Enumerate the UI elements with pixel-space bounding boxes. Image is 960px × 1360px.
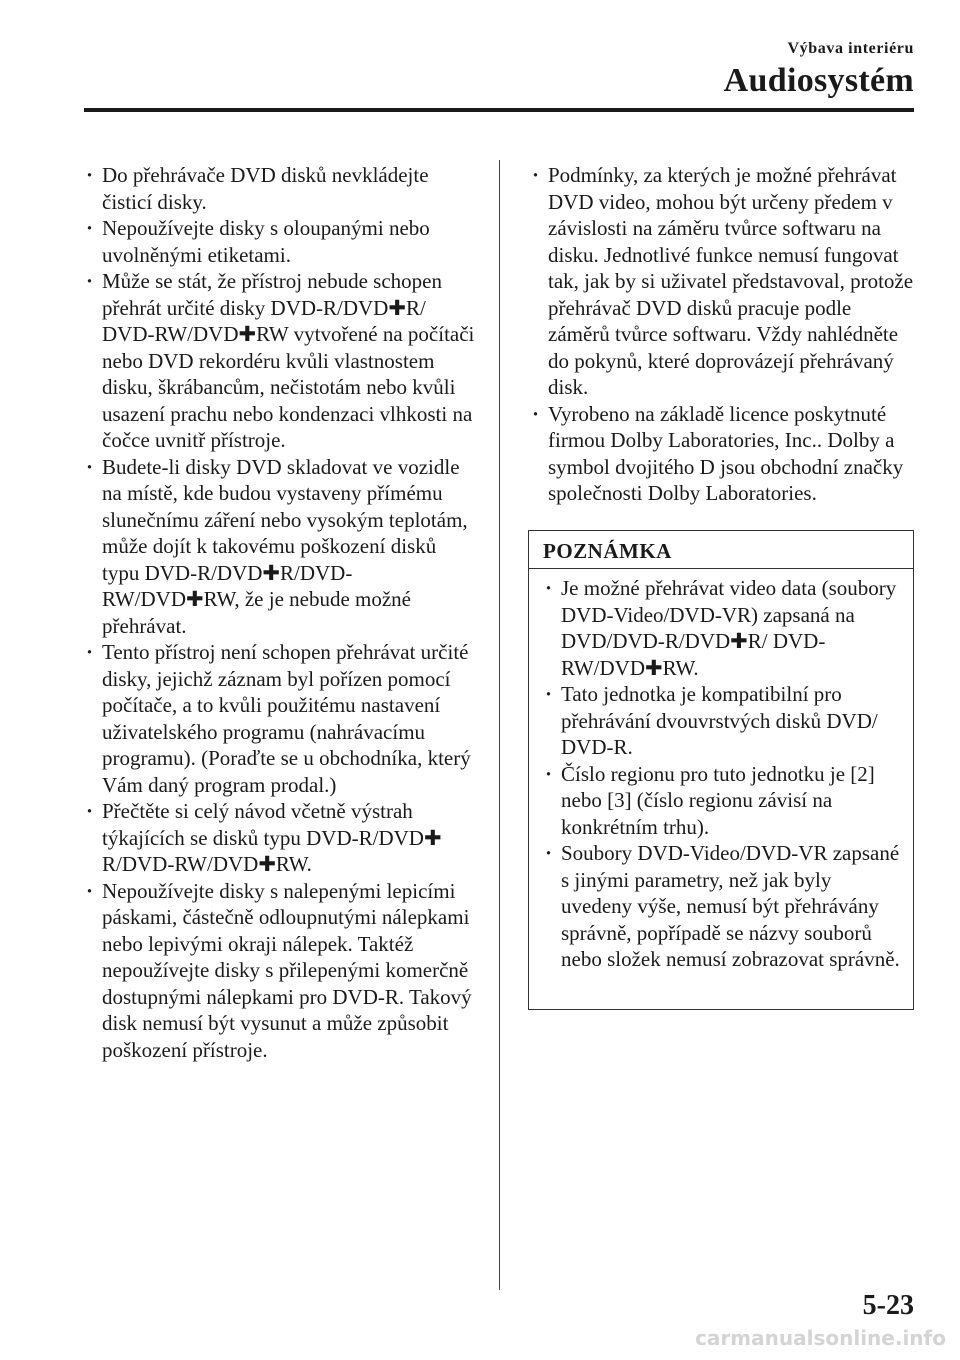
list-item: · Tato jednotka je kompatibilní pro přehrávání dvouvrstvých disků DVD/ DVD-R. <box>543 681 903 761</box>
page-header <box>724 40 914 100</box>
list-item: · Přečtěte si celý návod včetně výstrah týkajících se disků typu DVD-R/DVD✚ R/DVD-RW/DVD✚RW. <box>84 798 476 878</box>
header-rule <box>84 108 914 112</box>
list-item: · Vyrobeno na základě licence poskytnuté firmou Dolby Laboratories, Inc.. Dolby a symbol dvojitého D jsou obchodní značky společnosti Dolby Laboratories. <box>530 401 915 507</box>
column-divider <box>499 160 500 1290</box>
list-item: · Číslo regionu pro tuto jednotku je [2] nebo [3] (číslo regionu závisí na konkrétním trhu). <box>543 761 903 841</box>
list-item: · Je možné přehrávat video data (soubory DVD-Video/DVD-VR) zapsaná na DVD/DVD-R/DVD✚R/ DVD-RW/DVD✚RW. <box>543 575 903 681</box>
list-item: · Budete-li disky DVD skladovat ve vozidle na místě, kde budou vystaveny přímému slunečnímu záření nebo vysokým teplotám, může dojít k takovému poškození disků typu DVD-R/DVD✚R/DVD-RW/DVD✚RW, že je nebude možné přehrávat. <box>84 454 476 640</box>
note-heading: POZNÁMKA <box>529 531 913 569</box>
section-label: Výbava interiéru <box>787 40 914 57</box>
note-box <box>528 530 914 1010</box>
page-title: Audiosystém <box>723 62 914 99</box>
list-item: · Nepoužívejte disky s nalepenými lepicími páskami, částečně odloupnutými nálepkami nebo lepivými okraji nálepek. Taktéž nepoužívejte disky s přilepenými komerčně dostupnými nálepkami pro DVD-R. Takový disk nemusí být vysunut a může způsobit poškození přístroje. <box>84 878 476 1064</box>
page-number: 5-23 <box>862 1290 914 1321</box>
list-item: · Nepoužívejte disky s oloupanými nebo uvolněnými etiketami. <box>84 215 476 268</box>
list-item: · Tento přístroj není schopen přehrávat určité disky, jejichž záznam byl pořízen pomocí počítače, a to kvůli použitému nastavení uživatelského programu (nahrávacímu programu). (Poraďte se u obchodníka, který Vám daný program prodal.) <box>84 639 476 798</box>
left-bullet-list <box>84 162 476 1063</box>
list-item: · Soubory DVD-Video/DVD-VR zapsané s jinými parametry, než jak byly uvedeny výše, nemusí být přehrávány správně, popřípadě se názvy souborů nebo složek nemusí zobrazovat správně. <box>543 840 903 973</box>
watermark: carmanualsonline.info <box>695 1326 946 1350</box>
note-body <box>529 569 913 973</box>
right-bullet-list <box>530 162 915 507</box>
list-item: · Podmínky, za kterých je možné přehrávat DVD video, mohou být určeny předem v závislosti na záměru tvůrce softwaru na disku. Jednotlivé funkce nemusí fungovat tak, jak by si uživatel představoval, protože přehrávač DVD disků pracuje podle záměrů tvůrce softwaru. Vždy nahlédněte do pokynů, které doprovázejí přehrávaný disk. <box>530 162 915 401</box>
list-item: · Do přehrávače DVD disků nevkládejte čisticí disky. <box>84 162 476 215</box>
right-column <box>530 162 915 507</box>
left-column <box>84 162 476 1063</box>
list-item: · Může se stát, že přístroj nebude schopen přehrát určité disky DVD-R/DVD✚R/ DVD-RW/DVD✚RW vytvořené na počítači nebo DVD rekordéru kvůli vlastnostem disku, škrábancům, nečistotám nebo kvůli usazení prachu nebo kondenzaci vlhkosti na čočce uvnitř přístroje. <box>84 268 476 454</box>
note-bullet-list <box>543 575 903 973</box>
